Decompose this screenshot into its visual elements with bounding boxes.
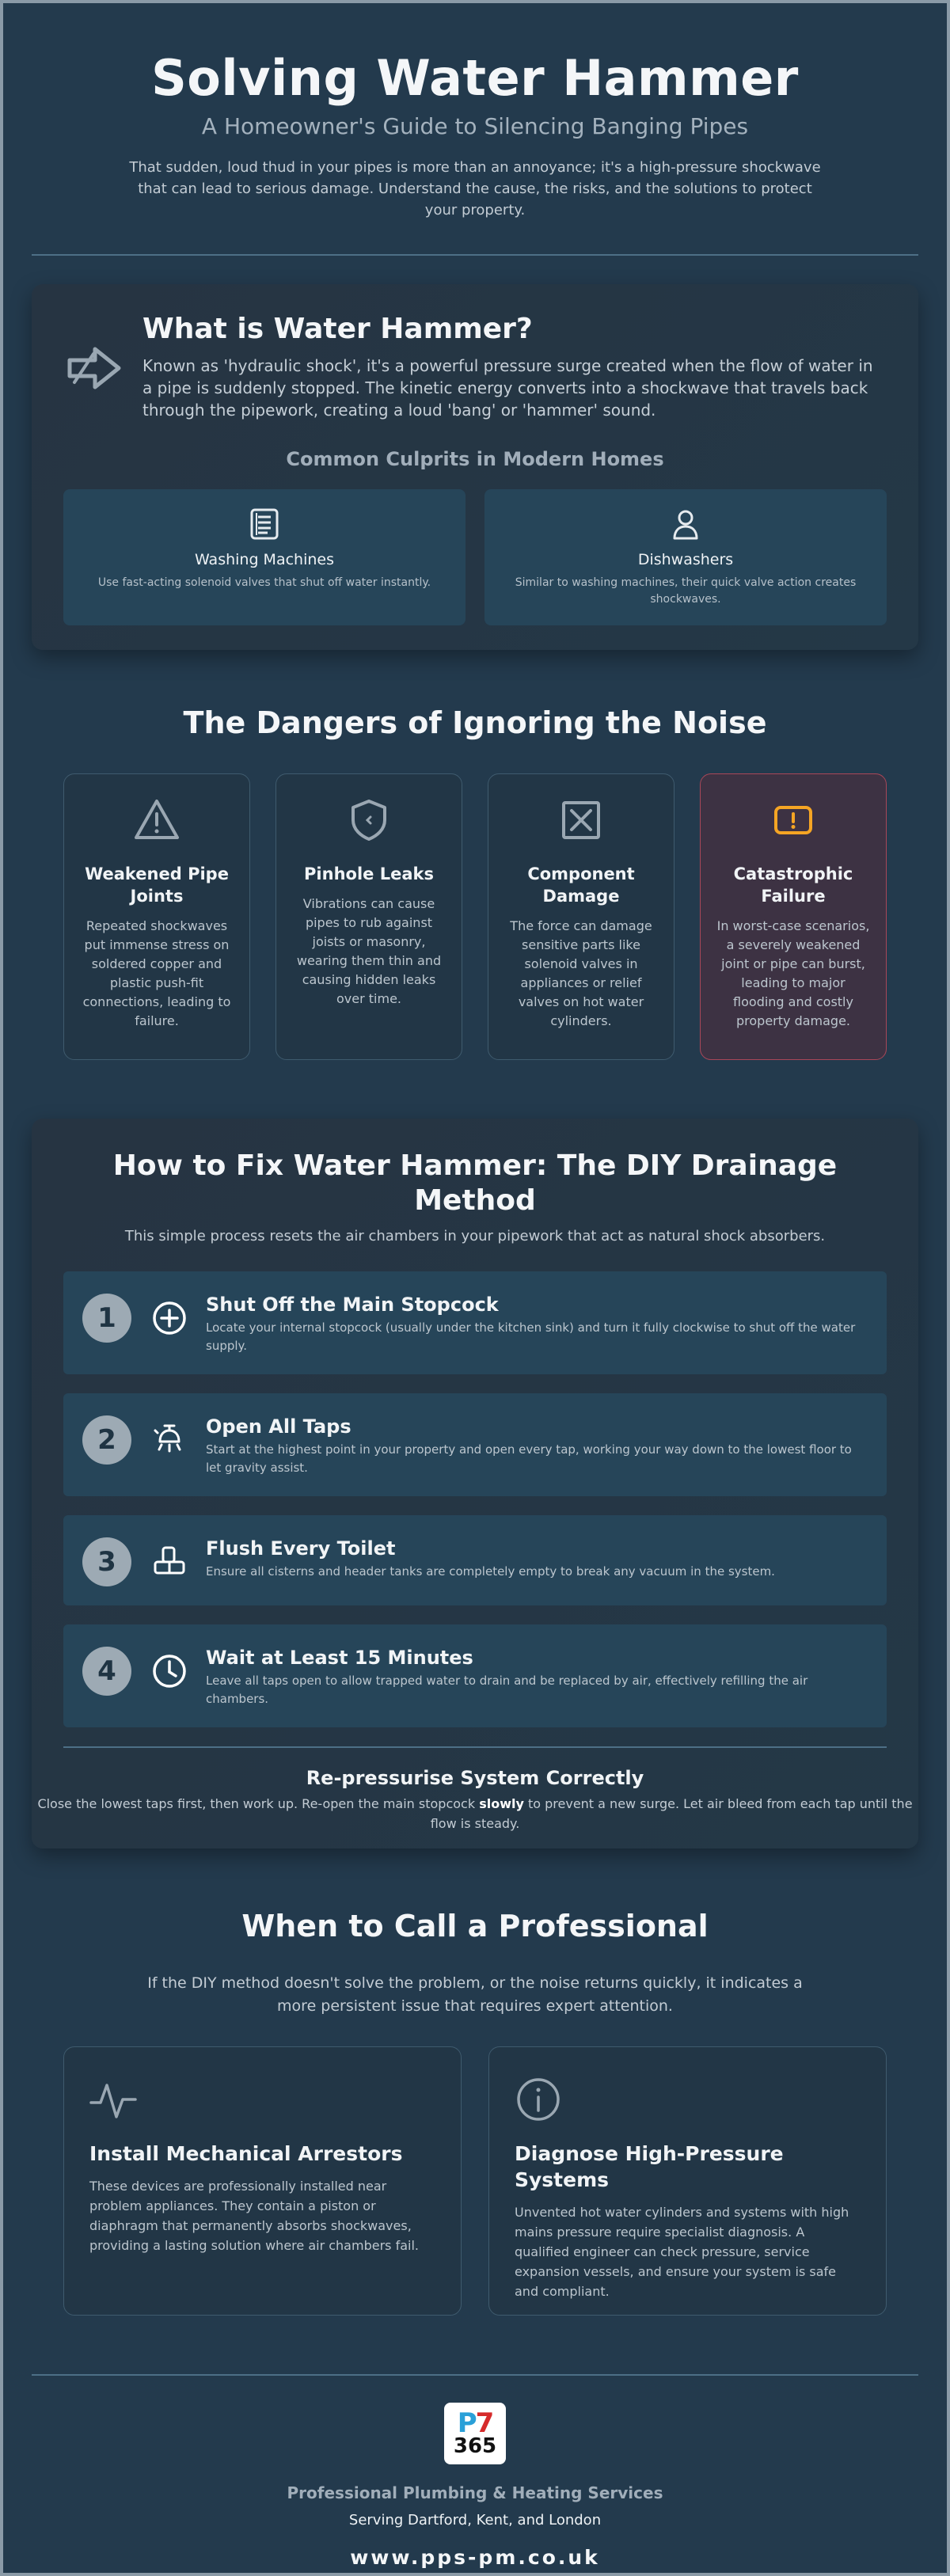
company-logo[interactable]	[444, 2403, 506, 2464]
fix-subtitle: This simple process resets the air chambers in your pipework that act as natural shock absorbers.	[124, 1228, 826, 1244]
warning-triangle-icon	[133, 796, 180, 844]
professional-intro: If the DIY method doesn't solve the problem, or the noise returns quickly, it indicates a more persistent issue that requires expert attention.	[147, 1974, 803, 2015]
repressurise-text	[35, 1794, 915, 1833]
danger-desc: In worst-case scenarios, a severely weakened joint or pipe can burst, leading to major flooding and costly property damage.	[716, 918, 870, 1028]
repressurise-text-end: to prevent a new surge. Let air bleed from each tap until the flow is steady.	[430, 1796, 913, 1831]
step-desc: Leave all taps open to allow trapped water to drain and be replaced by air, effectively refilling the air chambers.	[206, 1674, 808, 1706]
culprit-card	[63, 489, 466, 625]
step-number: 2	[82, 1415, 131, 1465]
danger-name: Component Damage	[527, 864, 635, 906]
danger-desc: Vibrations can cause pipes to rub against joists or masonry, wearing them thin and causing hidden leaks over time.	[296, 896, 442, 1006]
fix-divider	[63, 1746, 887, 1748]
danger-desc: Repeated shockwaves put immense stress on soldered copper and plastic push-fit connections, leading to failure.	[82, 918, 231, 1028]
professional-list	[63, 2046, 887, 2316]
logo-digit: 7	[475, 2407, 493, 2439]
danger-card	[276, 773, 462, 1060]
fix-section	[32, 1119, 918, 1848]
dangers-title: The Dangers of Ignoring the Noise	[183, 705, 767, 740]
culprit-desc: Use fast-acting solenoid valves that shut off water instantly.	[97, 576, 431, 589]
step-title: Wait at Least 15 Minutes	[206, 1647, 473, 1669]
danger-card	[63, 773, 250, 1060]
danger-desc: The force can damage sensitive parts like solenoid valves in appliances or relief valves on hot water cylinders.	[510, 918, 652, 1028]
footer	[32, 2376, 918, 2569]
professional-name: Install Mechanical Arrestors	[89, 2142, 403, 2165]
professional-title: When to Call a Professional	[241, 1909, 709, 1943]
professional-desc: These devices are professionally installed near problem appliances. They contain a piston or diaphragm that permanently absorbs shockwaves, providing a lasting solution where air chambers fail.	[89, 2179, 419, 2253]
arrow-right-icon	[63, 336, 127, 400]
step-desc: Start at the highest point in your property and open every tap, working your way down to the lowest floor to let gravity assist.	[206, 1442, 852, 1475]
steps-list	[63, 1271, 887, 1727]
culprits-list	[63, 489, 887, 625]
repressurise-title: Re-pressurise System Correctly	[306, 1767, 644, 1789]
page-title: Solving Water Hammer	[151, 49, 799, 107]
professional-name: Diagnose High-Pressure Systems	[515, 2142, 784, 2191]
what-title: What is Water Hammer?	[142, 313, 533, 345]
step-number: 1	[82, 1294, 131, 1343]
professional-card	[63, 2046, 462, 2316]
toilet-icon	[150, 1543, 188, 1581]
page-content	[32, 3, 918, 2569]
clock-icon	[150, 1652, 188, 1690]
x-square-icon	[557, 796, 605, 844]
danger-card	[488, 773, 674, 1060]
washing-machine-icon	[247, 507, 282, 541]
header	[32, 3, 918, 221]
professional-card	[488, 2046, 887, 2316]
step-title: Open All Taps	[206, 1415, 352, 1438]
danger-name: Pinhole Leaks	[304, 864, 434, 883]
culprit-desc: Similar to washing machines, their quick valve action creates shockwaves.	[515, 576, 857, 606]
step-number: 4	[82, 1647, 131, 1696]
professional-desc: Unvented hot water cylinders and systems with high mains pressure require specialist diagnosis. A qualified engineer can check pressure, service expansion vessels, and ensure your system is safe and compliant.	[515, 2205, 849, 2299]
step-item	[63, 1624, 887, 1727]
repressurise-text-start: Close the lowest taps first, then work up. Re-open the main stopcock	[37, 1796, 480, 1811]
website-link[interactable]: www.pps-pm.co.uk	[350, 2546, 600, 2569]
step-desc: Locate your internal stopcock (usually under the kitchen sink) and turn it fully clockwise to shut off the water supply.	[206, 1320, 856, 1353]
logo-letter: P	[457, 2407, 476, 2439]
pulse-icon	[89, 2076, 137, 2123]
tap-icon	[150, 1421, 188, 1459]
step-title: Flush Every Toilet	[206, 1537, 396, 1560]
danger-card-critical	[700, 773, 887, 1060]
step-item	[63, 1271, 887, 1374]
what-text: Known as 'hydraulic shock', it's a powerful pressure surge created when the flow of water in a pipe is suddenly stopped. The kinetic energy converts into a shockwave that travels back through the pipework, creating a loud 'bang' or 'hammer' sound.	[142, 356, 873, 420]
step-desc: Ensure all cisterns and header tanks are completely empty to break any vacuum in the system.	[206, 1564, 775, 1579]
shield-icon	[345, 796, 393, 844]
danger-name: Weakened Pipe Joints	[85, 864, 229, 906]
step-title: Shut Off the Main Stopcock	[206, 1294, 499, 1316]
page-subtitle: A Homeowner's Guide to Silencing Banging Pipes	[201, 113, 749, 139]
info-circle-icon	[515, 2076, 562, 2123]
intro-text: That sudden, loud thud in your pipes is more than an annoyance; it's a high-pressure shockwave that can lead to serious damage. Understand the cause, the risks, and the solutions to protect your property.	[129, 159, 821, 218]
culprit-name: Washing Machines	[194, 551, 334, 568]
repressurise-text-emphasis: slowly	[479, 1796, 524, 1811]
company-name: Professional Plumbing & Heating Services	[287, 2483, 663, 2502]
culprits-title: Common Culprits in Modern Homes	[286, 448, 664, 470]
alert-box-icon	[770, 796, 817, 844]
danger-name: Catastrophic Failure	[733, 864, 853, 906]
logo-number: 365	[453, 2434, 497, 2458]
header-divider	[32, 254, 918, 256]
culprit-card	[484, 489, 887, 625]
plus-circle-icon	[150, 1299, 188, 1337]
step-item	[63, 1393, 887, 1496]
step-number: 3	[82, 1537, 131, 1586]
fix-title: How to Fix Water Hammer: The DIY Drainage Method	[112, 1149, 838, 1217]
dishwasher-icon	[668, 507, 703, 541]
service-area: Serving Dartford, Kent, and London	[348, 2512, 602, 2529]
culprit-name: Dishwashers	[637, 551, 734, 568]
step-item	[63, 1515, 887, 1605]
what-is-section	[32, 284, 918, 650]
dangers-list	[63, 773, 887, 1060]
